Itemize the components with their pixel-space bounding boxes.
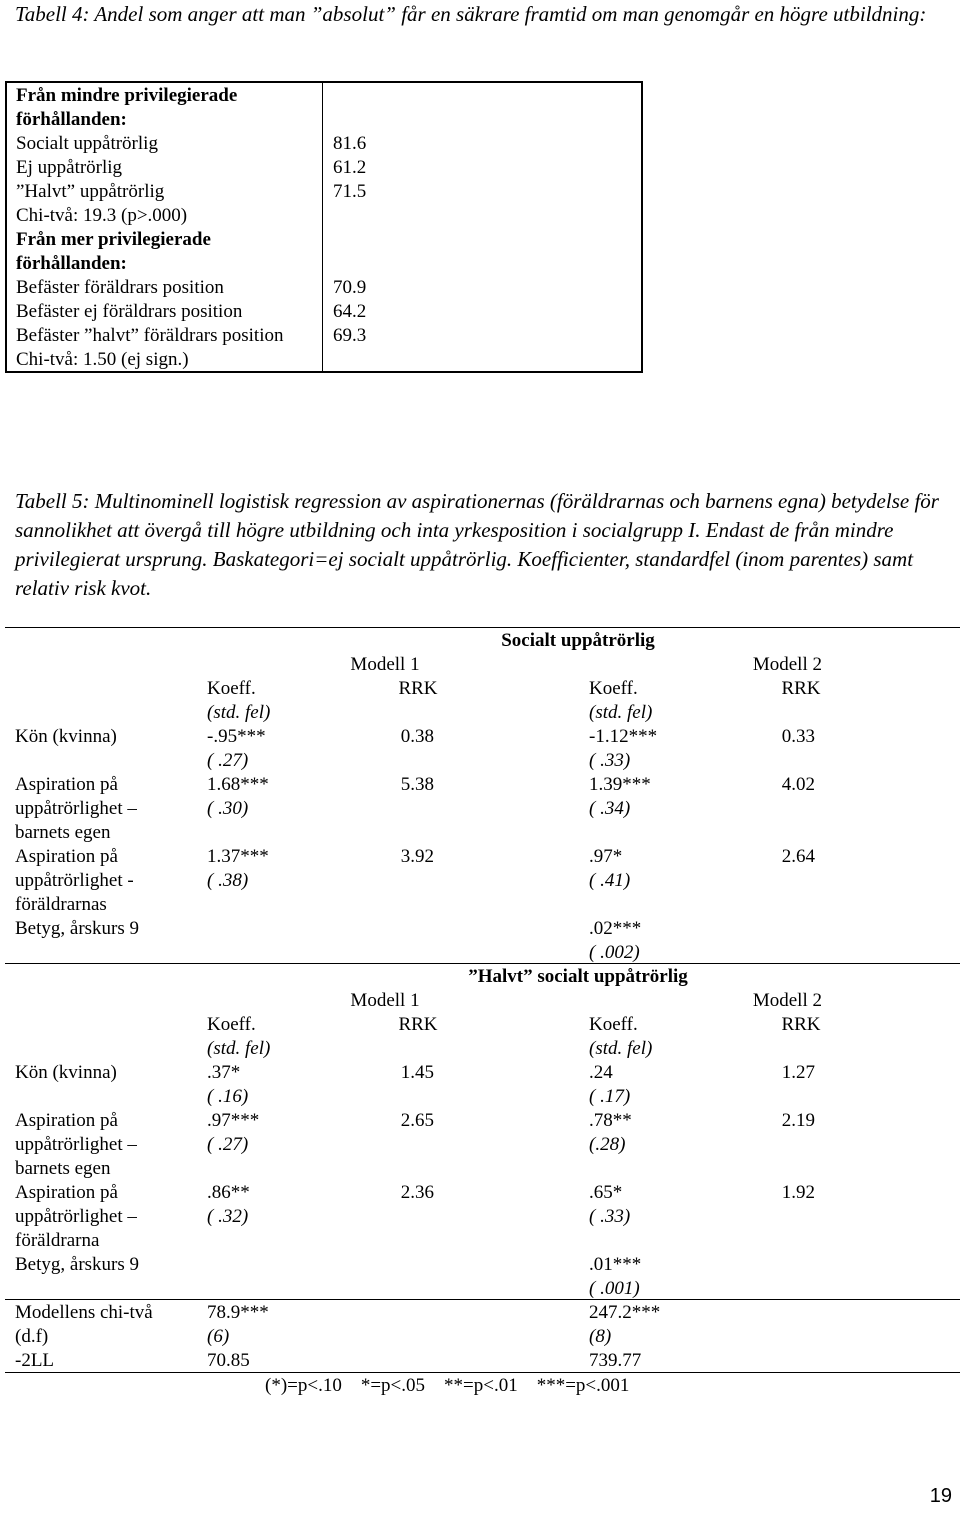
table-rule — [5, 1299, 960, 1300]
table4-row-label: Chi-två: 19.3 (p>.000) — [16, 205, 188, 226]
table5-caption: Tabell 5: Multinominell logistisk regression av aspirationernas (föräldrarnas och barnens egna) betydelse för sannolikhet att övergå till högre utbildning och inta yrkesposition i socialgrupp I. Endast de från mindre privilegierat ursprung. Baskategori=ej socialt uppåtrörlig. Koefficienter, standardfel (inom parentes) samt relativ risk kvot. — [15, 489, 939, 600]
table4-divider — [322, 83, 323, 371]
model1-coef: 1.37*** — [207, 846, 269, 867]
model2-se: ( .002) — [589, 942, 640, 963]
table4-row-label: förhållanden: — [16, 109, 127, 130]
model1-se: ( .32) — [207, 1206, 249, 1227]
model1-rrk: 3.92 — [400, 846, 434, 867]
model2-ll: 739.77 — [589, 1350, 642, 1371]
model2-se: ( .33) — [589, 750, 631, 771]
model1-se: ( .16) — [207, 1086, 249, 1107]
model2-rrk: 1.92 — [781, 1182, 815, 1203]
table4-row-label: Socialt uppåtrörlig — [16, 133, 158, 154]
model2-df: (8) — [589, 1326, 612, 1347]
rrk-header: RRK — [398, 1014, 438, 1035]
model1-chi: 78.9*** — [207, 1302, 269, 1323]
row-label: föräldrarnas — [15, 894, 107, 915]
model1-rrk: 1.45 — [400, 1062, 434, 1083]
row-label: Aspiration på — [15, 1110, 118, 1131]
model1-header: Modell 1 — [350, 990, 420, 1011]
row-label: uppåtrörlighet – — [15, 1134, 137, 1155]
table4-row-value: 81.6 — [333, 133, 367, 154]
model2-rrk: 2.19 — [781, 1110, 815, 1131]
model2-se: ( .34) — [589, 798, 631, 819]
model1-coef: .86** — [207, 1182, 250, 1203]
model2-se: ( .17) — [589, 1086, 631, 1107]
row-label: uppåtrörlighet – — [15, 798, 137, 819]
table-rule — [5, 963, 960, 964]
model2-coef: .97* — [589, 846, 623, 867]
significance-note: (*)=p<.10 *=p<.05 **=p<.01 ***=p<.001 — [265, 1375, 630, 1396]
model2-coef: .01*** — [589, 1254, 642, 1275]
table4-caption: Tabell 4: Andel som anger att man ”absolut” får en säkrare framtid om man genomgår en högre utbildning: — [15, 2, 927, 26]
row-label: Betyg, årskurs 9 — [15, 918, 140, 939]
model1-se: ( .27) — [207, 750, 249, 771]
model2-rrk: 1.27 — [781, 1062, 815, 1083]
model1-coef: .37* — [207, 1062, 241, 1083]
model1-se: ( .27) — [207, 1134, 249, 1155]
model1-coef: 1.68*** — [207, 774, 269, 795]
table4-row-value: 71.5 — [333, 181, 367, 202]
model1-ll: 70.85 — [207, 1350, 250, 1371]
koeff-header: Koeff. — [589, 1014, 638, 1035]
model2-coef: .02*** — [589, 918, 642, 939]
stdfel-header: (std. fel) — [207, 702, 271, 723]
model1-coef: .97*** — [207, 1110, 260, 1131]
model1-se: ( .38) — [207, 870, 249, 891]
stdfel-header: (std. fel) — [589, 702, 653, 723]
row-label: barnets egen — [15, 1158, 111, 1179]
model1-rrk: 5.38 — [400, 774, 434, 795]
table4-row-label: förhållanden: — [16, 253, 127, 274]
model2-se: ( .41) — [589, 870, 631, 891]
table4-row-label: Från mer privilegierade — [16, 229, 211, 250]
model1-header: Modell 1 — [350, 654, 420, 675]
row-label: Aspiration på — [15, 1182, 118, 1203]
model2-se: (.28) — [589, 1134, 626, 1155]
table4-row-value: 70.9 — [333, 277, 367, 298]
page-number: 19 — [929, 1485, 952, 1507]
model1-df: (6) — [207, 1326, 230, 1347]
koeff-header: Koeff. — [207, 678, 256, 699]
row-label: uppåtrörlighet - — [15, 870, 134, 891]
row-label: Aspiration på — [15, 846, 118, 867]
row-label: Aspiration på — [15, 774, 118, 795]
table4-row-label: Från mindre privilegierade — [16, 85, 238, 106]
row-label: Betyg, årskurs 9 — [15, 1254, 140, 1275]
model2-coef: 1.39*** — [589, 774, 651, 795]
chi-label: Modellens chi-två — [15, 1302, 153, 1323]
model2-rrk: 4.02 — [781, 774, 815, 795]
model2-header: Modell 2 — [752, 654, 822, 675]
ll-label: -2LL — [15, 1350, 55, 1371]
row-label: Kön (kvinna) — [15, 1062, 117, 1083]
table4-row-label: Chi-två: 1.50 (ej sign.) — [16, 349, 189, 370]
section-title: Socialt uppåtrörlig — [501, 630, 655, 651]
model2-rrk: 2.64 — [781, 846, 815, 867]
row-label: barnets egen — [15, 822, 111, 843]
model2-header: Modell 2 — [752, 990, 822, 1011]
model1-coef: -.95*** — [207, 726, 266, 747]
model2-chi: 247.2*** — [589, 1302, 661, 1323]
model1-rrk: 0.38 — [400, 726, 434, 747]
section-title: ”Halvt” socialt uppåtrörlig — [468, 966, 688, 987]
table4-row-label: Befäster ej föräldrars position — [16, 301, 243, 322]
model1-rrk: 2.65 — [400, 1110, 434, 1131]
rrk-header: RRK — [781, 678, 821, 699]
rrk-header: RRK — [398, 678, 438, 699]
row-label: föräldrarna — [15, 1230, 100, 1251]
table4-row-value: 69.3 — [333, 325, 367, 346]
model2-se: ( .33) — [589, 1206, 631, 1227]
model2-se: ( .001) — [589, 1278, 640, 1299]
table-rule — [5, 1372, 960, 1373]
model2-coef: -1.12*** — [589, 726, 658, 747]
model2-coef: .65* — [589, 1182, 623, 1203]
rrk-header: RRK — [781, 1014, 821, 1035]
table4-row-value: 64.2 — [333, 301, 367, 322]
table4 — [5, 81, 643, 373]
model2-coef: .24 — [589, 1062, 613, 1083]
table4-row-label: Befäster ”halvt” föräldrars position — [16, 325, 284, 346]
table4-row-value: 61.2 — [333, 157, 367, 178]
model1-se: ( .30) — [207, 798, 249, 819]
row-label: Kön (kvinna) — [15, 726, 117, 747]
df-label: (d.f) — [15, 1326, 49, 1347]
row-label: uppåtrörlighet – — [15, 1206, 137, 1227]
table4-row-label: Befäster föräldrars position — [16, 277, 224, 298]
table-rule — [5, 627, 960, 628]
koeff-header: Koeff. — [207, 1014, 256, 1035]
table4-row-label: ”Halvt” uppåtrörlig — [16, 181, 165, 202]
stdfel-header: (std. fel) — [589, 1038, 653, 1059]
table4-row-label: Ej uppåtrörlig — [16, 157, 123, 178]
model1-rrk: 2.36 — [400, 1182, 434, 1203]
stdfel-header: (std. fel) — [207, 1038, 271, 1059]
model2-coef: .78** — [589, 1110, 632, 1131]
model2-rrk: 0.33 — [781, 726, 815, 747]
koeff-header: Koeff. — [589, 678, 638, 699]
